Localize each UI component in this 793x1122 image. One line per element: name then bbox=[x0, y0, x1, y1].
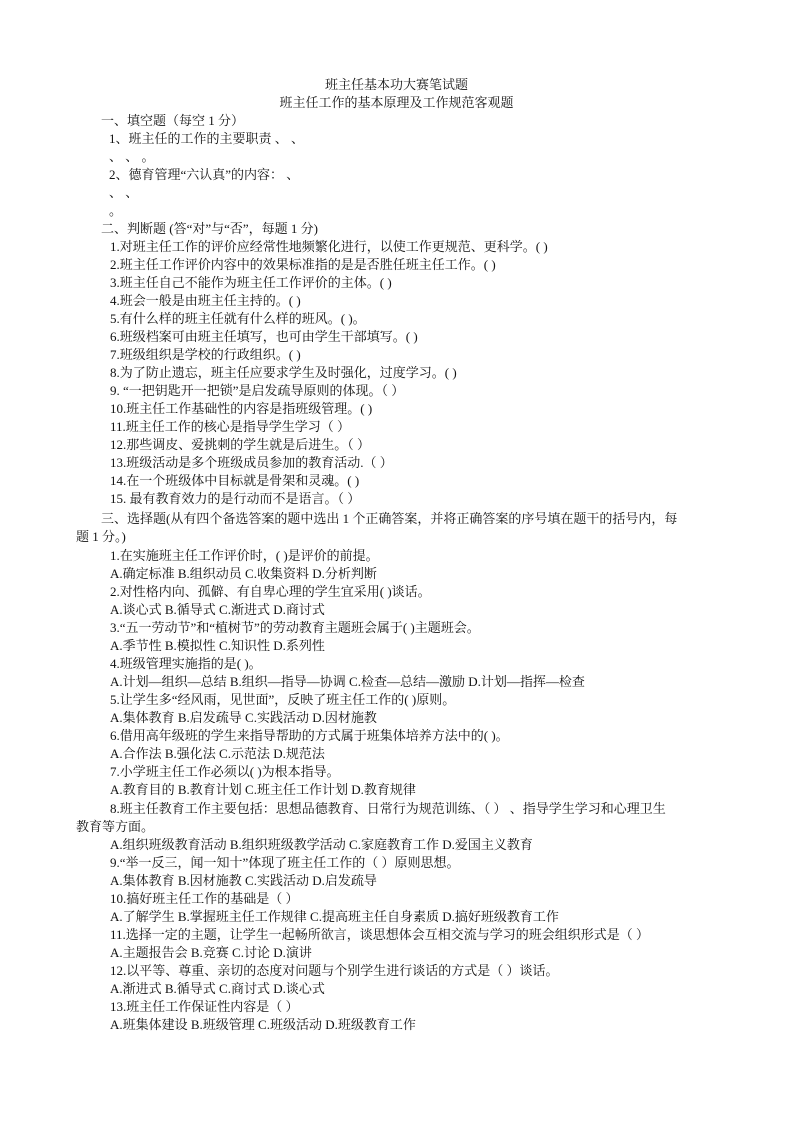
choice-options: A.主题报告会 B.竞赛 C.讨论 D.演讲 bbox=[110, 945, 312, 960]
judgment-item: 4.班会一般是由班主任主持的。( ) bbox=[110, 293, 301, 308]
judgment-item: 14.在一个班级体中目标就是骨架和灵魂。( ) bbox=[110, 473, 360, 488]
choice-question: 8.班主任教育工作主要包括：思想品德教育、日常行为规范训练、（ ） 、指导学生学习和心理卫生 bbox=[110, 801, 666, 816]
fill-question-1-continued: 、 、 。 bbox=[109, 149, 155, 164]
judgment-item: 6.班级档案可由班主任填写，也可由学生干部填写。( ) bbox=[110, 329, 418, 344]
choice-options: A.确定标准 B.组织动员 C.收集资料 D.分析判断 bbox=[110, 566, 377, 581]
judgment-item: 10.班主任工作基础性的内容是指班级管理。( ) bbox=[110, 401, 373, 416]
judgment-item: 1.对班主任工作的评价应经常性地频繁化进行，以使工作更规范、更科学。( ) bbox=[110, 239, 548, 254]
judgment-item: 5.有什么样的班主任就有什么样的班风。( )。 bbox=[110, 311, 366, 326]
judgment-item: 12.那些调皮、爱挑刺的学生就是后进生。（ ） bbox=[110, 437, 371, 452]
section2-heading: 二、判断题 (答“对”与“否”，每题 1 分) bbox=[101, 221, 318, 236]
choice-options: A.渐进式 B.循导式 C.商讨式 D.谈心式 bbox=[110, 981, 325, 996]
judgment-item: 9. “一把钥匙开一把锁”是启发疏导原则的体现。（ ） bbox=[110, 383, 405, 398]
judgment-item: 11.班主任工作的核心是指导学生学习（ ） bbox=[110, 419, 351, 434]
choice-question: 2.对性格内向、孤僻、有自卑心理的学生宜采用( )谈话。 bbox=[110, 584, 431, 599]
choice-question: 4.班级管理实施指的是( )。 bbox=[110, 656, 262, 671]
choice-options: A.谈心式 B.循导式 C.渐进式 D.商讨式 bbox=[110, 602, 325, 617]
section3-heading-continued: 题 1 分。) bbox=[76, 529, 126, 544]
choice-options: A.组织班级教育活动 B.组织班级教学活动 C.家庭教育工作 D.爱国主义教育 bbox=[110, 837, 533, 852]
judgment-item: 7.班级组织是学校的行政组织。( ) bbox=[110, 347, 301, 362]
choice-options: A.计划—组织—总结 B.组织—指导—协调 C.检查—总结—激励 D.计划—指挥—检查 bbox=[110, 674, 585, 689]
choice-question: 10.搞好班主任工作的基础是（ ） bbox=[110, 891, 299, 906]
choice-question: 3.“五一劳动节”和“植树节”的劳动教育主题班会属于( )主题班会。 bbox=[110, 620, 480, 635]
judgment-item: 3.班主任自己不能作为班主任工作评价的主体。( ) bbox=[110, 275, 392, 290]
choice-question: 13.班主任工作保证性内容是（ ） bbox=[110, 999, 299, 1014]
choice-options: A.教育目的 B.教育计划 C.班主任工作计划 D.教育规律 bbox=[110, 782, 416, 797]
section1-heading: 一、填空题（每空 1 分） bbox=[101, 113, 245, 128]
fill-question-2-continued: 、 、 bbox=[109, 185, 139, 200]
choice-options: A.集体教育 B.启发疏导 C.实践活动 D.因材施教 bbox=[110, 710, 377, 725]
fill-question-1: 1、班主任的工作的主要职责 、 、 bbox=[109, 131, 305, 146]
choice-options: A.班集体建设 B.班级管理 C.班级活动 D.班级教育工作 bbox=[110, 1017, 416, 1032]
judgment-item: 8.为了防止遗忘，班主任应要求学生及时强化，过度学习。( ) bbox=[110, 365, 457, 380]
choice-question: 7.小学班主任工作必须以( )为根本指导。 bbox=[110, 764, 340, 779]
judgment-item: 15. 最有教育效力的是行动而不是语言。（ ） bbox=[110, 491, 361, 506]
fill-question-2-end: 。 bbox=[109, 203, 123, 218]
choice-question: 11.选择一定的主题，让学生一起畅所欲言，谈思想体会互相交流与学习的班会组织形式是（ ） bbox=[110, 927, 650, 942]
choice-question: 9.“举一反三，闻一知十”体现了班主任工作的（ ）原则思想。 bbox=[110, 855, 460, 870]
choice-question: 5.让学生多“经风雨，见世面”，反映了班主任工作的( )原则。 bbox=[110, 692, 456, 707]
choice-options: A.了解学生 B.掌握班主任工作规律 C.提高班主任自身素质 D.搞好班级教育工作 bbox=[110, 909, 559, 924]
choice-question: 12.以平等、尊重、亲切的态度对问题与个别学生进行谈话的方式是（ ）谈话。 bbox=[110, 963, 559, 978]
choice-options: A.合作法 B.强化法 C.示范法 D.规范法 bbox=[110, 746, 325, 761]
judgment-item: 13.班级活动是多个班级成员参加的教育活动.（ ） bbox=[110, 455, 393, 470]
choice-question: 6.借用高年级班的学生来指导帮助的方式属于班集体培养方法中的( )。 bbox=[110, 728, 509, 743]
choice-options: A.集体教育 B.因材施教 C.实践活动 D.启发疏导 bbox=[110, 873, 377, 888]
judgment-item: 2.班主任工作评价内容中的效果标准指的是是否胜任班主任工作。( ) bbox=[110, 257, 496, 272]
document-title: 班主任基本功大赛笔试题 bbox=[324, 77, 468, 92]
choice-question: 1.在实施班主任工作评价时，( )是评价的前提。 bbox=[110, 548, 379, 563]
fill-question-2: 2、德育管理“六认真”的内容： 、 bbox=[109, 167, 300, 182]
document-subtitle: 班主任工作的基本原理及工作规范客观题 bbox=[279, 95, 514, 110]
choice-question-continued: 教育等方面。 bbox=[76, 819, 155, 834]
section3-heading: 三、选择题(从有四个备选答案的题中选出 1 个正确答案，并将正确答案的序号填在题干的括号内，每 bbox=[101, 511, 678, 526]
choice-options: A.季节性 B.模拟性 C.知识性 D.系列性 bbox=[110, 638, 325, 653]
